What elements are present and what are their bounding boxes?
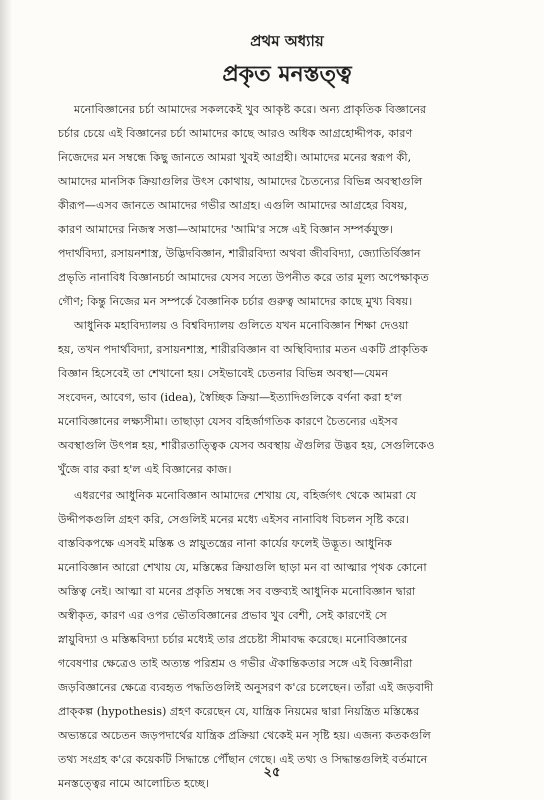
text-line: বাস্তবিকপক্ষে এসবই মস্তিষ্ক ও স্নায়ুতন্ত্রের নানা কার্যের ফলেই উদ্ভূত। আধুনিক (58, 537, 392, 550)
text-line: হয়, তখন পদার্থবিদ্যা, রসায়নশাস্ত্র, শারীরবিজ্ঞান বা অস্থিবিদ্যার মতন একটি প্রাকৃতিক (58, 343, 428, 356)
text-line: এধরণের আধুনিক মনোবিজ্ঞান আমাদের শেখায় যে, বহির্জগৎ থেকে আমরা যে (74, 489, 417, 502)
text-line: স্নায়ুবিদ্যা ও মস্তিষ্কবিদ্যা চর্চার মধ্যেই তার প্রচেষ্টা সীমাবদ্ধ করেছে। মনোবিজ্ঞানের (58, 633, 408, 646)
text-line: অস্বীকৃত, কারণ এর ওপর ভৌতবিজ্ঞানের প্রভাব খুব বেশী, সেই কারণেই সে (58, 609, 387, 622)
text-line: কারণ আমাদের নিজস্ব সত্তা—আমাদের 'আমি'র সঙ্গে এই বিজ্ঞান সম্পর্কযুক্ত। (58, 223, 393, 236)
page-number: ২৫ (263, 765, 281, 780)
text-line: খুঁজে বার করা হ'ল এই বিজ্ঞানের কাজ। (58, 463, 232, 476)
paragraph-1 (58, 98, 516, 314)
text-line: কীরূপ—এসব জানতে আমাদের গভীর আগ্রহ। এগুলি আমাদের আগ্রহের বিষয়, (58, 199, 408, 212)
text-line: পদার্থবিদ্যা, রসায়নশাস্ত্র, উদ্ভিদবিজ্ঞান, শারীরবিদ্যা অথবা জীববিদ্যা, জ্যোতির্বিজ্ঞান (58, 247, 421, 260)
text-line: সংবেদন, আবেগ, ভাব (idea), স্বৈচ্ছিক ক্রিয়া—ইত্যাদিগুলিকে বর্ণনা করা হ'ল (58, 391, 402, 404)
text-line: প্রভৃতি নানাবিধ বিজ্ঞানচর্চা আমাদের যেসব সত্যে উপনীত করে তার মূল্য অপেক্ষাকৃত (58, 271, 429, 284)
text-line: মনস্তত্ত্বের নামে আলোচিত হচ্ছে। (58, 777, 209, 790)
text-line: অভ্যন্তরে অচেতন জড়পদার্থের যান্ত্রিক প্রক্রিয়া থেকেই মন সৃষ্টি হয়। এজন্য কতকগুলি (58, 729, 431, 742)
text-line: অস্তিত্ব নেই। আত্মা বা মনের প্রকৃতি সম্বন্ধে সব বক্তব্যই আধুনিক মনোবিজ্ঞান দ্বারা (58, 585, 416, 598)
text-line: আধুনিক মহাবিদ্যালয় ও বিশ্ববিদ্যালয় গুলিতে যখন মনোবিজ্ঞান শিক্ষা দেওয়া (74, 319, 409, 332)
text-line: নিজেদের মন সম্বন্ধে কিছু জানতে আমরা খুবই আগ্রহী। আমাদের মনের স্বরূপ কী, (58, 151, 412, 164)
text-line: তথ্য সংগ্রহ ক'রে কয়েকটি সিদ্ধান্তে পৌঁছান গেছে। এই তথ্য ও সিদ্ধান্তগুলিই বর্তমানে (58, 753, 428, 766)
text-line: জড়বিজ্ঞানের ক্ষেত্রে ব্যবহৃত পদ্ধতিগুলিই অনুসরণ ক'রে চলেছেন। তাঁরা এই জড়বাদী (58, 681, 434, 694)
text-line: অবস্থাগুলি উৎপন্ন হয়, শারীরতাত্ত্বিক যেসব অবস্থায় ঐগুলির উদ্ভব হয়, সেগুলিকেও (58, 439, 435, 452)
chapter-title: প্রকৃত মনস্তত্ত্ব (222, 61, 352, 87)
text-line: মনোবিজ্ঞান আরো শেখায় যে, মস্তিষ্কের ক্রিয়াগুলি ছাড়া মন বা আত্মার পৃথক কোনো (58, 561, 427, 574)
paragraph-3 (58, 484, 516, 796)
text-line: প্রাক্‌কল্প (hypothesis) গ্রহণ করেছেন যে, যান্ত্রিক নিয়মের দ্বারা নিয়ন্ত্রিত মস্তিষ্কের (58, 705, 420, 718)
text-line: গবেষণার ক্ষেত্রেও তাই অত্যন্ত পরিশ্রম ও গভীর ঐকান্তিকতার সঙ্গে এই বিজ্ঞানীরা (58, 657, 413, 670)
text-line: মনোবিজ্ঞানের চর্চা আমাদের সকলকেই খুব আকৃষ্ট করে। অন্য প্রাকৃতিক বিজ্ঞানের (74, 103, 427, 116)
chapter-label: প্রথম অধ্যায় (250, 32, 324, 50)
text-line: মনোবিজ্ঞানের লক্ষ্যসীমা। তাছাড়া যেসব বহির্জাগতিক কারণে চৈতন্যের এইসব (58, 415, 398, 428)
text-line: চর্চার চেয়ে এই বিজ্ঞানের চর্চা আমাদের কাছে আরও অধিক আগ্রহোদ্দীপক, কারণ (58, 127, 413, 140)
text-line: উদ্দীপকগুলি গ্রহণ করি, সেগুলিই মনের মধ্যে এইসব নানাবিধ বিচলন সৃষ্টি করে। (58, 513, 410, 526)
text-line: বিজ্ঞান হিসেবেই তা শেখানো হয়। সেইভাবেই চেতনার বিভিন্ন অবস্থা—যেমন (58, 367, 389, 380)
text-line: আমাদের মানসিক ক্রিয়াগুলির উৎস কোথায়, আমাদের চৈতন্যের বিভিন্ন অবস্থাগুলি (58, 175, 423, 188)
text-line: গৌণ; কিন্তু নিজের মন সম্পর্কে বৈজ্ঞানিক চর্চার গুরুত্ব আমাদের কাছে মুখ্য বিষয়। (58, 295, 413, 308)
paragraph-2 (58, 314, 516, 482)
